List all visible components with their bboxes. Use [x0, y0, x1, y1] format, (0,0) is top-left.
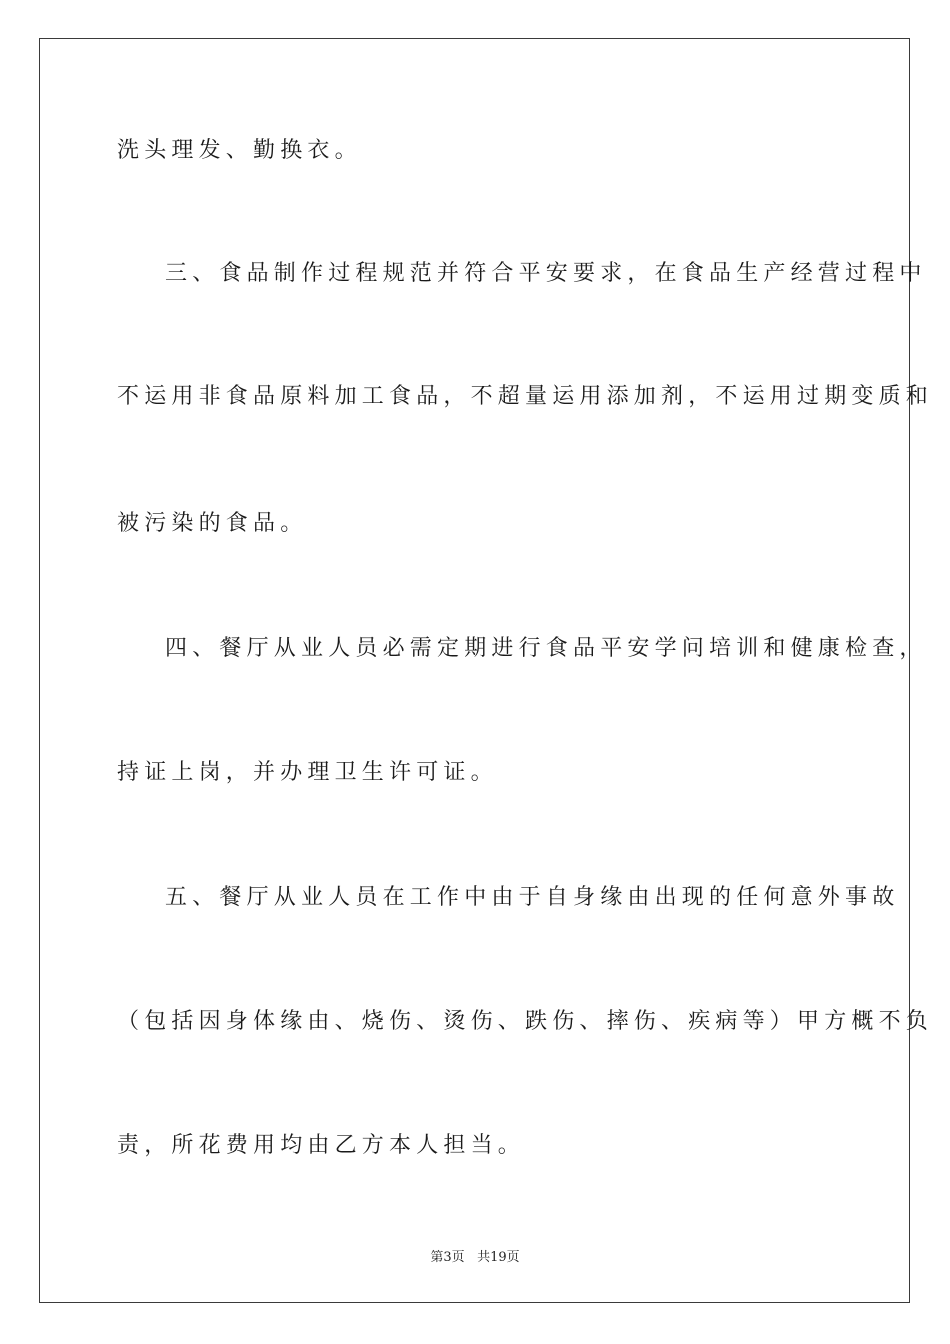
body-line-1: 洗头理发、勤换衣。 [117, 138, 362, 163]
paragraph-3-line-1: 三、食品制作过程规范并符合平安要求，在食品生产经营过程中 [165, 261, 927, 286]
paragraph-3-line-3: 被污染的食品。 [117, 511, 308, 536]
page-footer [0, 1246, 950, 1265]
paragraph-3-line-2: 不运用非食品原料加工食品，不超量运用添加剂，不运用过期变质和 [117, 384, 934, 409]
page-border [39, 38, 934, 1303]
paragraph-5-line-2: （包括因身体缘由、烧伤、烫伤、跌伤、摔伤、疾病等）甲方概不负 [117, 1009, 934, 1034]
page-total: 共19页 [477, 1250, 520, 1265]
paragraph-4-line-2: 持证上岗，并办理卫生许可证。 [117, 760, 498, 785]
page-number: 第3页 [430, 1250, 465, 1265]
paragraph-4-line-1: 四、餐厅从业人员必需定期进行食品平安学问培训和健康检查， [165, 636, 927, 661]
paragraph-5-line-3: 责，所花费用均由乙方本人担当。 [117, 1133, 526, 1158]
paragraph-5-line-1: 五、餐厅从业人员在工作中由于自身缘由出现的任何意外事故 [165, 885, 900, 910]
